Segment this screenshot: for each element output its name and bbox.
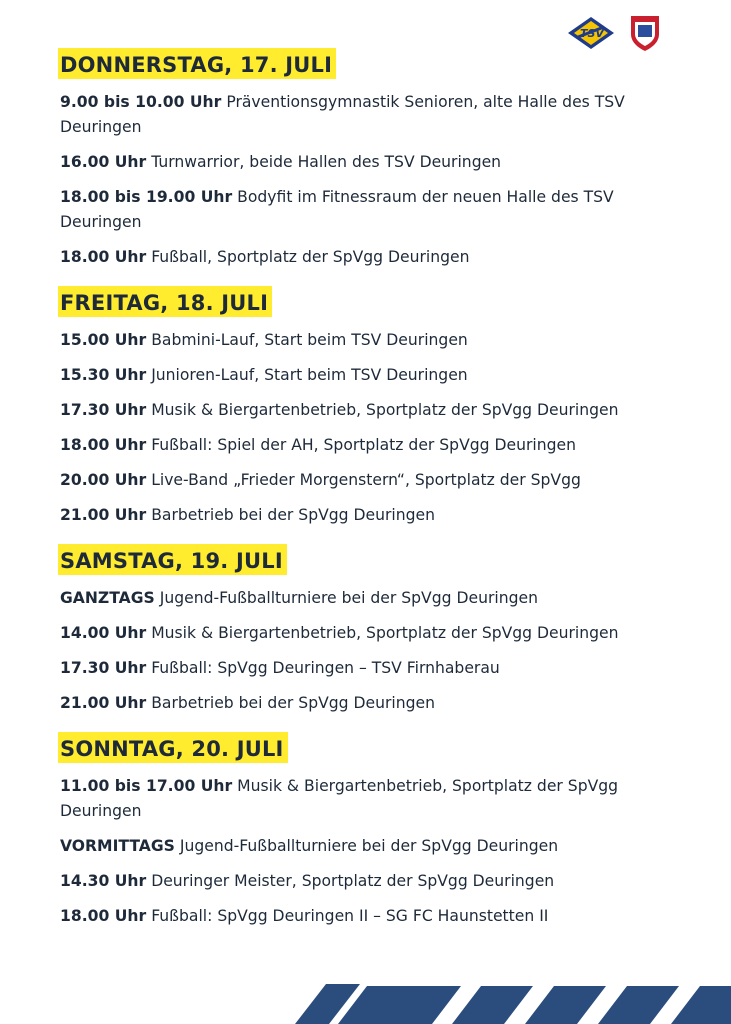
tsv-logo-icon [566, 15, 616, 51]
day-section [60, 732, 691, 929]
entry-text: Musik & Biergartenbetrieb, Sportplatz der SpVgg Deuringen [151, 624, 619, 642]
entry-text: Live-Band „Frieder Morgenstern“, Sportplatz der SpVgg [151, 471, 581, 489]
schedule-entry [60, 869, 691, 894]
entry-time: 15.30 Uhr [60, 366, 147, 384]
entry-time: 14.30 Uhr [60, 872, 147, 890]
schedule-entry [60, 363, 691, 388]
entry-text: Musik & Biergartenbetrieb, Sportplatz der SpVgg Deuringen [60, 777, 619, 820]
schedule-entry [60, 433, 691, 458]
day-heading: FREITAG, 18. JULI [58, 286, 272, 317]
entry-time: 11.00 bis 17.00 Uhr [60, 777, 233, 795]
entry-time: 18.00 Uhr [60, 907, 147, 925]
schedule-entry [60, 245, 691, 270]
entry-text: Turnwarrior, beide Hallen des TSV Deuringen [151, 153, 502, 171]
entry-text: Junioren-Lauf, Start beim TSV Deuringen [151, 366, 468, 384]
entry-text: Fußball: Spiel der AH, Sportplatz der SpVgg Deuringen [151, 436, 576, 454]
entry-time: 15.00 Uhr [60, 331, 147, 349]
entry-text: Bodyfit im Fitnessraum der neuen Halle des TSV Deuringen [60, 188, 614, 231]
day-section [60, 544, 691, 716]
schedule-entry [60, 691, 691, 716]
entry-text: Barbetrieb bei der SpVgg Deuringen [151, 694, 435, 712]
entry-text: Babmini-Lauf, Start beim TSV Deuringen [151, 331, 468, 349]
schedule-entry [60, 621, 691, 646]
day-heading: SONNTAG, 20. JULI [58, 732, 288, 763]
schedule-entry [60, 328, 691, 353]
schedule-entry [60, 185, 691, 235]
entry-text: Barbetrieb bei der SpVgg Deuringen [151, 506, 435, 524]
entry-time: 21.00 Uhr [60, 694, 147, 712]
entry-time: 14.00 Uhr [60, 624, 147, 642]
entry-time: 17.30 Uhr [60, 659, 147, 677]
day-section [60, 286, 691, 528]
schedule-entry [60, 503, 691, 528]
schedule-entry [60, 774, 691, 824]
entry-text: Deuringer Meister, Sportplatz der SpVgg Deuringen [151, 872, 555, 890]
entry-time: VORMITTAGS [60, 837, 175, 855]
entry-time: 21.00 Uhr [60, 506, 147, 524]
svg-text:TSV: TSV [580, 27, 604, 40]
entry-time: 20.00 Uhr [60, 471, 147, 489]
entry-time: 16.00 Uhr [60, 153, 147, 171]
entry-text: Fußball: SpVgg Deuringen II – SG FC Haunstetten II [151, 907, 549, 925]
schedule [60, 48, 691, 945]
day-section [60, 48, 691, 270]
schedule-entry [60, 586, 691, 611]
day-heading: DONNERSTAG, 17. JULI [58, 48, 336, 79]
entry-text: Fußball: SpVgg Deuringen – TSV Firnhaberau [151, 659, 500, 677]
entry-time: 9.00 bis 10.00 Uhr [60, 93, 222, 111]
header-logos [566, 14, 662, 52]
entry-time: 18.00 Uhr [60, 436, 147, 454]
entry-text: Fußball, Sportplatz der SpVgg Deuringen [151, 248, 470, 266]
entry-text: Präventionsgymnastik Senioren, alte Halle des TSV Deuringen [60, 93, 625, 136]
schedule-entry [60, 656, 691, 681]
schedule-entry [60, 904, 691, 929]
spvgg-crest-icon [628, 14, 662, 52]
entry-text: Jugend-Fußballturniere bei der SpVgg Deuringen [179, 837, 559, 855]
entry-text: Jugend-Fußballturniere bei der SpVgg Deuringen [159, 589, 538, 607]
schedule-entry [60, 398, 691, 423]
entry-time: 18.00 bis 19.00 Uhr [60, 188, 233, 206]
entry-time: 18.00 Uhr [60, 248, 147, 266]
entry-text: Musik & Biergartenbetrieb, Sportplatz der SpVgg Deuringen [151, 401, 619, 419]
schedule-entry [60, 468, 691, 493]
schedule-entry [60, 90, 691, 140]
entry-time: 17.30 Uhr [60, 401, 147, 419]
day-heading: SAMSTAG, 19. JULI [58, 544, 287, 575]
schedule-entry [60, 834, 691, 859]
entry-time: GANZTAGS [60, 589, 155, 607]
diagonal-stripes-decoration [0, 964, 731, 1024]
schedule-entry [60, 150, 691, 175]
